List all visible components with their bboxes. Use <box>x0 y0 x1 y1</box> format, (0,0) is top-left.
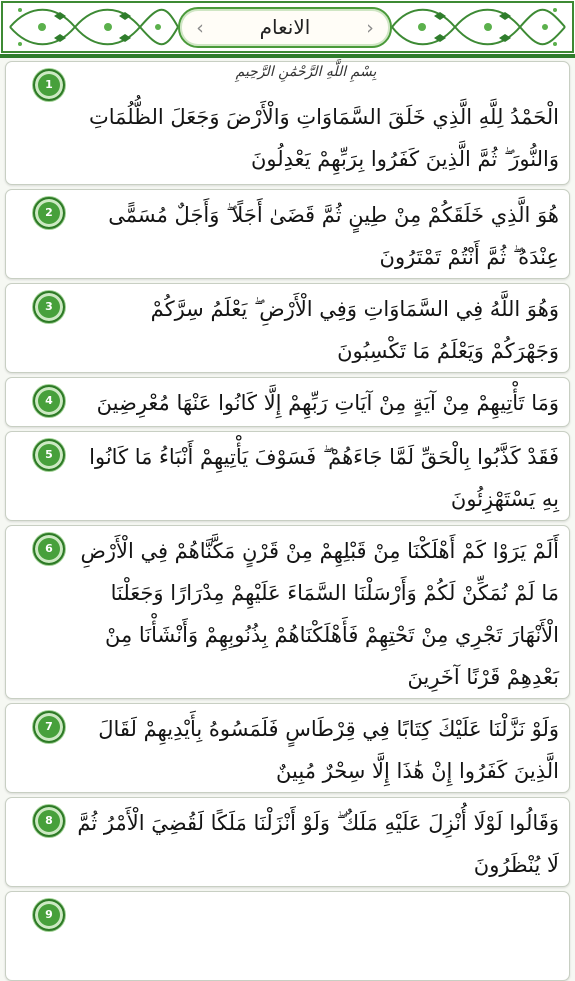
verse-card[interactable] <box>5 797 570 887</box>
verse-number-badge: 3 <box>33 291 65 323</box>
bismillah-calligraphy: بِسْمِ اللَّهِ الرَّحْمَٰنِ الرَّحِيمِ <box>235 64 377 80</box>
verse-text: وَهُوَ اللَّهُ فِي السَّمَاوَاتِ وَفِي الْأَرْضِ ۖ يَعْلَمُ سِرَّكُمْ وَجَهْرَكُمْ وَيَعْلَمُ مَا تَكْسِبُونَ <box>150 297 559 363</box>
verse-number-badge: 4 <box>33 385 65 417</box>
verse-number-badge: 5 <box>33 439 65 471</box>
verse-card[interactable] <box>5 61 570 185</box>
verse-text: أَلَمْ يَرَوْا كَمْ أَهْلَكْنَا مِنْ قَبْلِهِمْ مِنْ قَرْنٍ مَكَّنَّاهُمْ فِي الْأَرْضِ مَا لَمْ نُمَكِّنْ لَكُمْ وَأَرْسَلْنَا السَّمَاءَ عَلَيْهِمْ مِدْرَارًا وَجَعَلْنَا الْأَنْهَارَ تَجْرِي مِنْ تَحْتِهِمْ فَأَهْلَكْنَاهُمْ بِذُنُوبِهِمْ وَأَنْشَأْنَا مِنْ بَعْدِهِمْ قَرْنًا آخَرِينَ <box>80 539 559 689</box>
surah-title: الانعام <box>259 15 311 39</box>
verse-number-badge: 9 <box>33 899 65 931</box>
verse-number-badge: 8 <box>33 805 65 837</box>
chevron-right-icon[interactable]: › <box>366 17 374 39</box>
verse-card[interactable] <box>5 189 570 279</box>
surah-title-box <box>178 7 392 48</box>
verse-card[interactable] <box>5 891 570 981</box>
verse-text: الْحَمْدُ لِلَّهِ الَّذِي خَلَقَ السَّمَاوَاتِ وَالْأَرْضَ وَجَعَلَ الظُّلُمَاتِ وَالنُّورَ ۖ ثُمَّ الَّذِينَ كَفَرُوا بِرَبِّهِمْ يَعْدِلُونَ <box>88 105 559 171</box>
verse-card[interactable] <box>5 377 570 427</box>
verse-text: فَقَدْ كَذَّبُوا بِالْحَقِّ لَمَّا جَاءَهُمْ ۖ فَسَوْفَ يَأْتِيهِمْ أَنْبَاءُ مَا كَانُوا بِهِ يَسْتَهْزِئُونَ <box>89 445 559 511</box>
verse-card[interactable] <box>5 431 570 521</box>
verse-number-badge: 2 <box>33 197 65 229</box>
verse-number-badge: 7 <box>33 711 65 743</box>
verse-card[interactable] <box>5 525 570 699</box>
chevron-left-icon[interactable]: ‹ <box>196 17 204 39</box>
verse-number-badge: 1 <box>33 69 65 101</box>
verse-text: وَقَالُوا لَوْلَا أُنْزِلَ عَلَيْهِ مَلَكٌ ۖ وَلَوْ أَنْزَلْنَا مَلَكًا لَقُضِيَ الْأَمْرُ ثُمَّ لَا يُنْظَرُونَ <box>77 811 559 877</box>
verse-card[interactable] <box>5 283 570 373</box>
header-bar <box>0 0 575 58</box>
verse-number-badge: 6 <box>33 533 65 565</box>
verse-text: هُوَ الَّذِي خَلَقَكُمْ مِنْ طِينٍ ثُمَّ قَضَىٰ أَجَلًا ۖ وَأَجَلٌ مُسَمًّى عِنْدَهُ ۖ ثُمَّ أَنْتُمْ تَمْتَرُونَ <box>108 203 559 269</box>
verse-card[interactable] <box>5 703 570 793</box>
verse-text: وَمَا تَأْتِيهِمْ مِنْ آيَةٍ مِنْ آيَاتِ رَبِّهِمْ إِلَّا كَانُوا عَنْهَا مُعْرِضِينَ <box>96 391 559 415</box>
verse-text: وَلَوْ نَزَّلْنَا عَلَيْكَ كِتَابًا فِي قِرْطَاسٍ فَلَمَسُوهُ بِأَيْدِيهِمْ لَقَالَ الَّذِينَ كَفَرُوا إِنْ هَٰذَا إِلَّا سِحْرٌ مُبِينٌ <box>98 717 559 783</box>
